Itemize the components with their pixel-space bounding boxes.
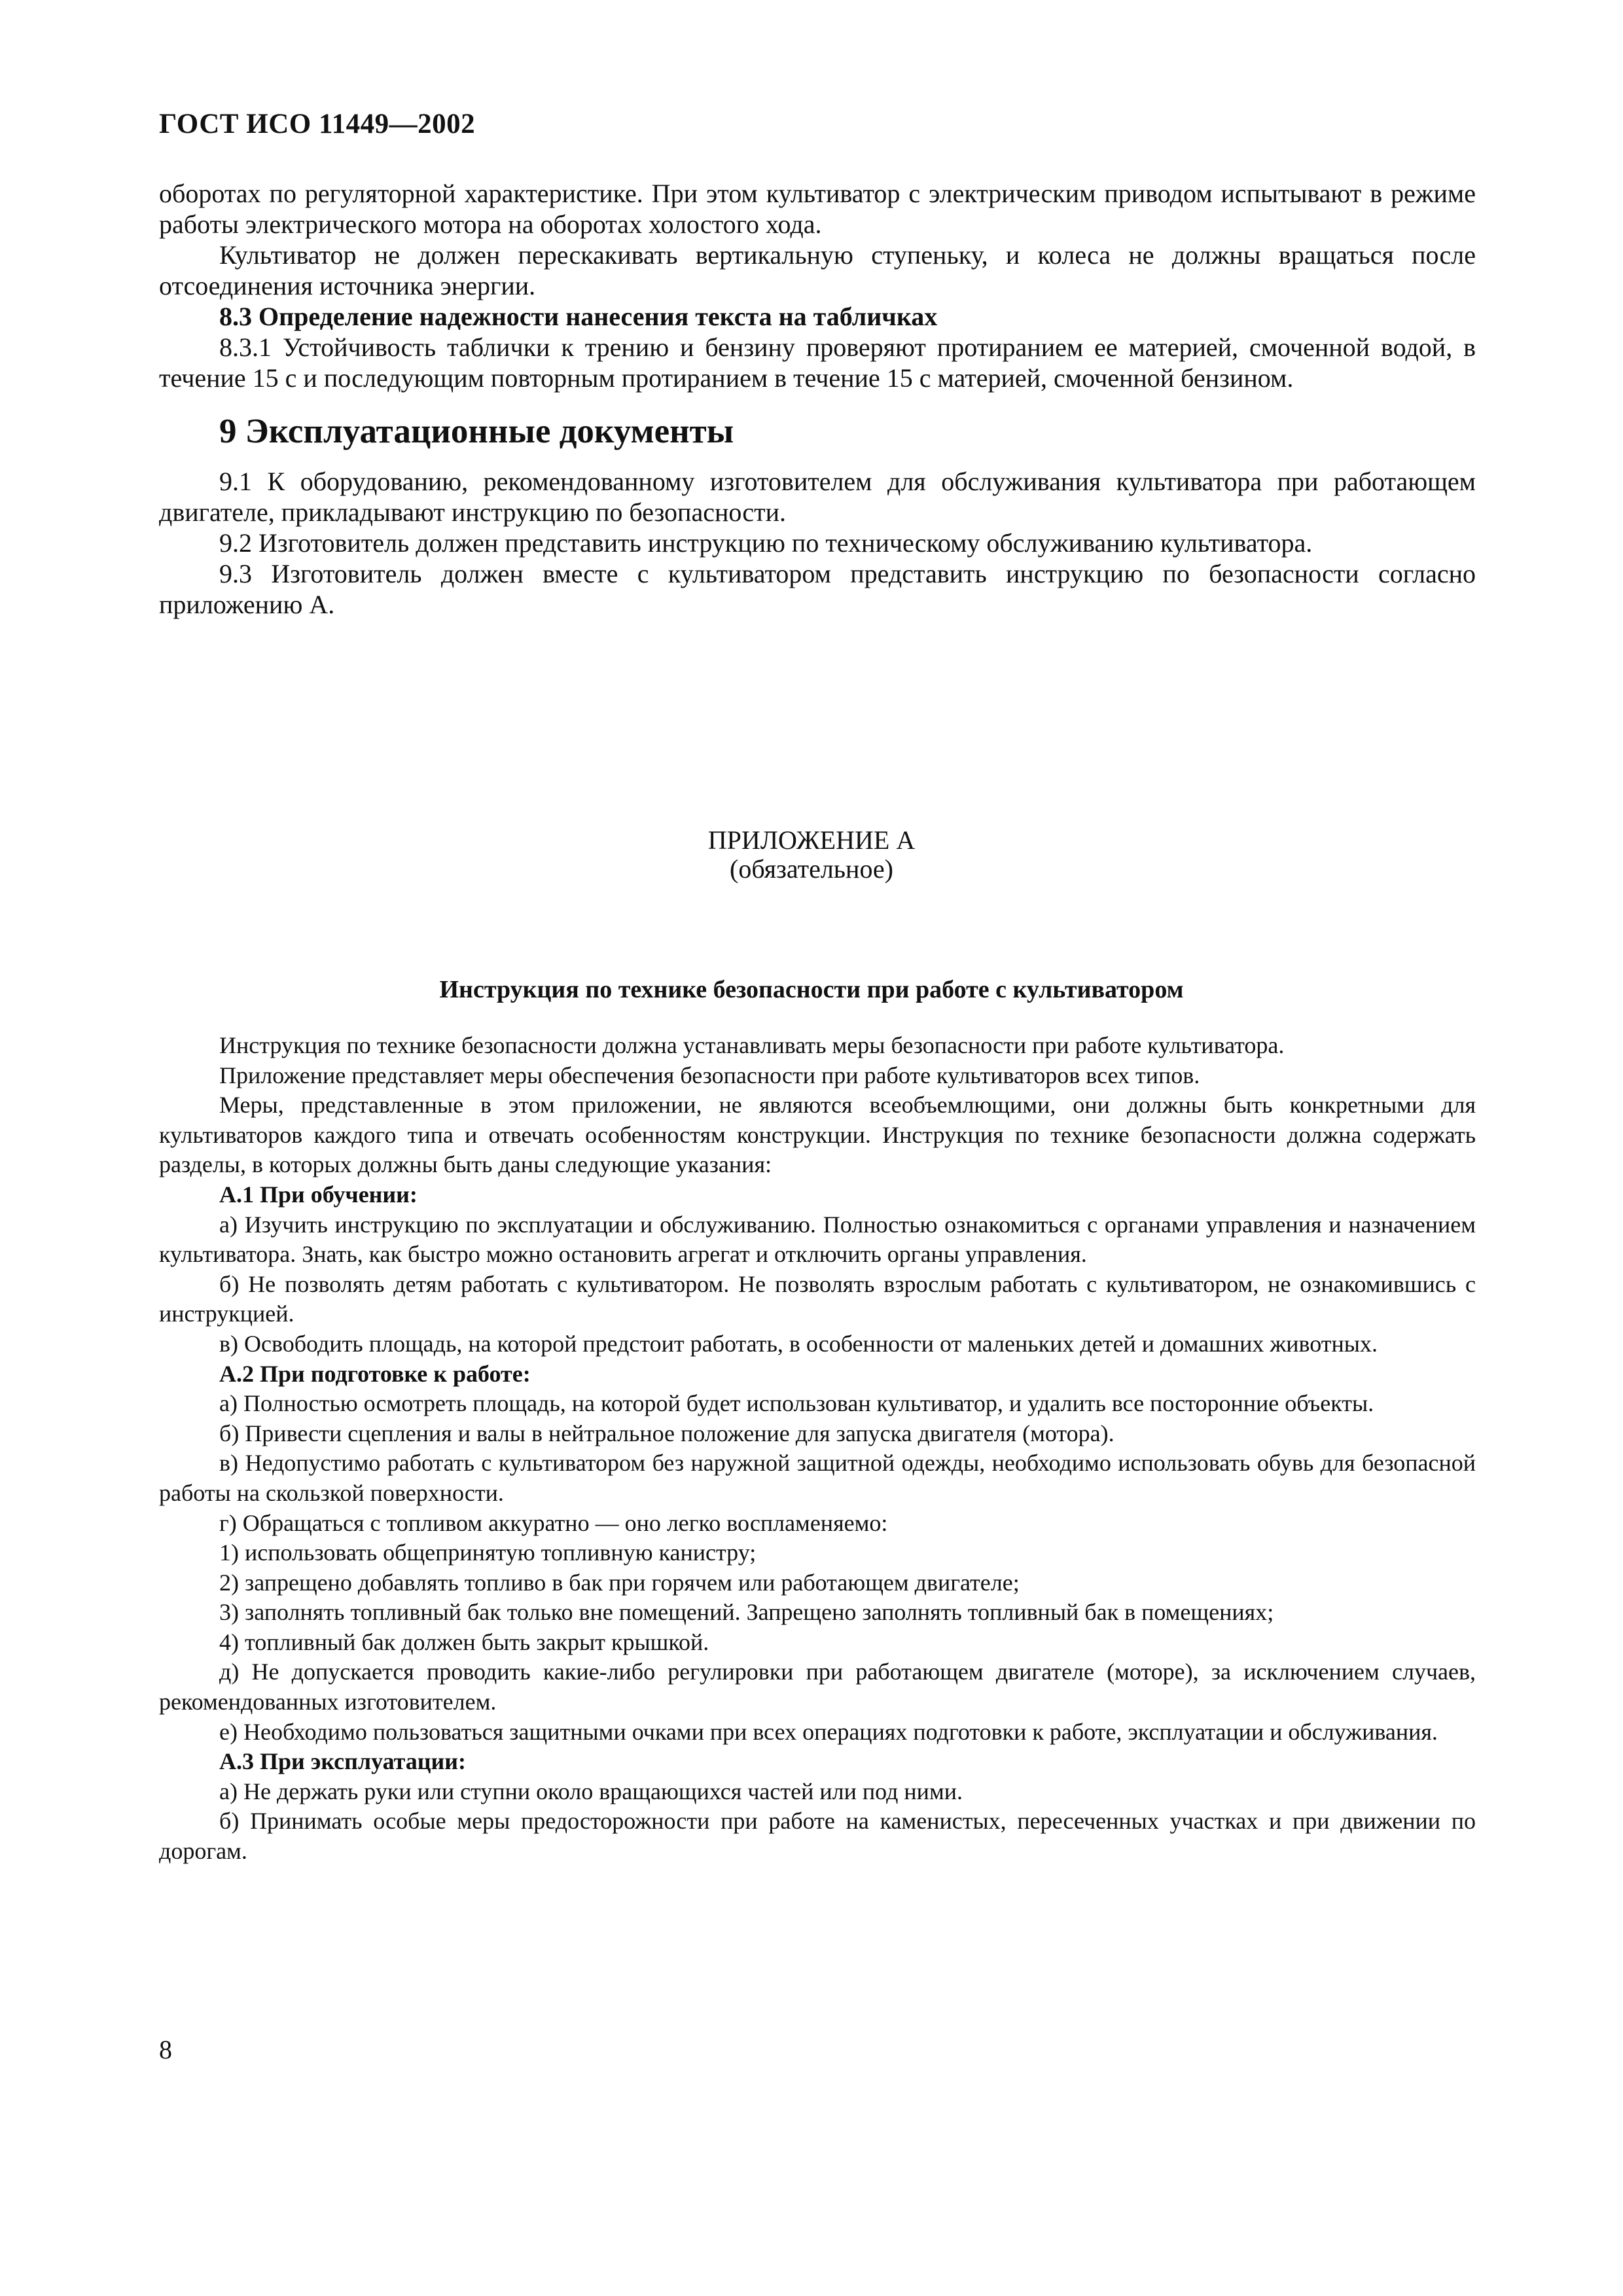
list-item: 4) топливный бак должен быть закрыт крышкой. (219, 1628, 709, 1655)
subsection-heading: 8.3 Определение надежности нанесения текста на табличках (219, 302, 938, 331)
paragraph: Меры, представленные в этом приложении, не являются всеобъемлющими, они должны быть конкретными для культиваторов каждого типа и отвечать особенностям конструкции. Инструкция по технике безопасности должна содержать разделы, в которых должны быть даны следующие указания: (159, 1092, 1476, 1178)
section-8-continuation (159, 178, 1476, 620)
list-item: е) Необходимо пользоваться защитными очками при всех операциях подготовки к работе, эксплуатации и обслуживания. (219, 1718, 1438, 1745)
clause-heading: А.3 При эксплуатации: (219, 1748, 467, 1775)
list-item: д) Не допускается проводить какие-либо регулировки при работающем двигателе (моторе), за исключением случаев, рекомендованных изготовителем. (159, 1659, 1476, 1715)
list-item: 2) запрещено добавлять топливо в бак при горячем или работающем двигателе; (219, 1569, 1020, 1596)
list-item: г) Обращаться с топливом аккуратно — оно легко воспламеняемо: (219, 1509, 888, 1536)
document-header: ГОСТ ИСО 11449—2002 (159, 109, 476, 139)
paragraph: оборотах по регуляторной характеристике. При этом культиватор с электрическим приводом испытывают в режиме работы электрического мотора на оборотах холостого хода. (159, 179, 1476, 239)
annex-status: (обязательное) (730, 854, 893, 884)
paragraph: 9.1 К оборудованию, рекомендованному изготовителем для обслуживания культиватора при работающем двигателе, прикладывают инструкцию по безопасности. (159, 467, 1476, 527)
list-item: 1) использовать общепринятую топливную канистру; (219, 1539, 757, 1566)
annex-body (159, 1031, 1476, 1867)
paragraph: Инструкция по технике безопасности должна устанавливать меры безопасности при работе культиватора. (219, 1032, 1285, 1058)
paragraph: Приложение представляет меры обеспечения безопасности при работе культиваторов всех типов. (219, 1062, 1200, 1088)
section-heading: 9 Эксплуатационные документы (219, 412, 734, 450)
clause-heading: А.1 При обучении: (219, 1181, 418, 1208)
list-item: б) Принимать особые меры предосторожности при работе на каменистых, пересеченных участках и при движении по дорогам. (159, 1808, 1476, 1865)
list-item: в) Недопустимо работать с культиватором без наружной защитной одежды, необходимо использовать обувь для безопасной работы на скользкой поверхности. (159, 1450, 1476, 1506)
page-number: 8 (159, 2035, 172, 2064)
clause-heading: А.2 При подготовке к работе: (219, 1360, 531, 1387)
list-item: а) Полностью осмотреть площадь, на которой будет использован культиватор, и удалить все посторонние объекты. (219, 1390, 1374, 1417)
list-item: а) Не держать руки или ступни около вращающихся частей или под ними. (219, 1778, 963, 1804)
list-item: б) Не позволять детям работать с культиватором. Не позволять взрослым работать с культиватором, не ознакомившись с инструкцией. (159, 1270, 1476, 1327)
paragraph: 8.3.1 Устойчивость таблички к трению и бензину проверяют протиранием ее материей, смоченной водой, в течение 15 с и последующим повторным протиранием в течение 15 с материей, смоченной бензином. (159, 332, 1476, 393)
list-item: в) Освободить площадь, на которой предстоит работать, в особенности от маленьких детей и домашних животных. (219, 1330, 1378, 1357)
paragraph: 9.2 Изготовитель должен представить инструкцию по техническому обслуживанию культиватора. (219, 528, 1313, 558)
list-item: 3) заполнять топливный бак только вне помещений. Запрещено заполнять топливный бак в помещениях; (219, 1599, 1274, 1626)
paragraph: 9.3 Изготовитель должен вместе с культиватором представить инструкцию по безопасности согласно приложению А. (159, 559, 1476, 619)
list-item: б) Привести сцепления и валы в нейтральное положение для запуска двигателя (мотора). (219, 1420, 1115, 1446)
list-item: а) Изучить инструкцию по эксплуатации и обслуживанию. Полностью ознакомиться с органами управления и назначением культиватора. Знать, как быстро можно остановить агрегат и отключить органы управления. (159, 1211, 1476, 1268)
annex-title: Инструкция по технике безопасности при работе с культиватором (439, 976, 1184, 1003)
paragraph: Культиватор не должен перескакивать вертикальную ступеньку, и колеса не должны вращаться после отсоединения источника энергии. (159, 240, 1476, 300)
annex-label: ПРИЛОЖЕНИЕ А (707, 825, 916, 855)
